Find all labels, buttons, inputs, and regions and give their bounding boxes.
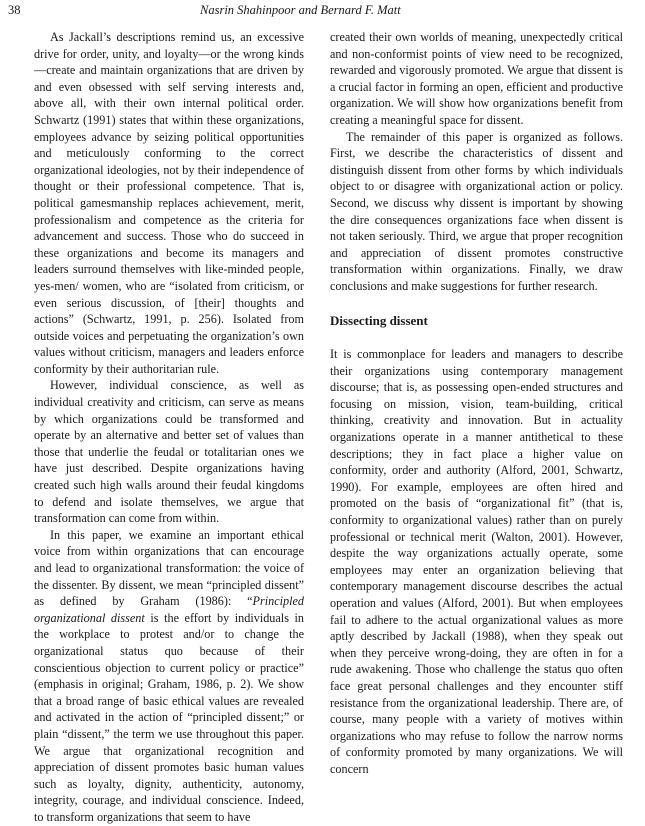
paragraph-commonplace: It is commonplace for leaders and managers to describe their organizations using contemporary management discourse; that is, as possessing open-ended structures and focusing on mission, vision, team-building, critical thinking, creativity and innovation. But in actuality organizations operate in a manner antithetical to these descriptions; they in fact place a higher value on conformity, order and authority (Alford, 2001, Schwartz, 1990). For example, employees are often hired and promoted on the basis of “organizational fit” (that is, conformity to organizational values) rather than on purely professional or technical merit (Walton, 2001). However, despite the way organizations actually operate, some employees may enter an organization believing that contemporary management discourse describes the actual operation and values (Alford, 2001). But when employees fail to adhere to the actual organizational values as more aptly described by Jackall (1988), when they speak out when they perceive wrong-doing, they are often in for a rude awakening. Those who challenge the status quo often face great personal challenges and they encounter stiff resistance from the organizational leadership. There are, of course, many people with a variety of motives within organizations who may refuse to follow the narrow norms of conformity promoted by many organizations. We will concern	[330, 347, 623, 776]
paragraph-text-end: is the effort by individuals in the workplace to protest and/or to change the organizational status quo because of their conscientious objection to current policy or practice” (emphasis in original; Graham, 1986, p. 2). We show that a broad range of basic ethical values are revealed and activated in the action of “principled dissent;” or plain “dissent,” the term we use throughout this paper. We argue that organizational recognition and appreciation of dissent promotes basic human values such as loyalty, dignity, authenticity, autonomy, integrity, courage, and individual conscience. Indeed, to transform organizations that seem to have	[34, 610, 304, 824]
paragraph-text-start: In this paper, we examine an important ethical voice from within organizations that can encourage and lead to organizational transformation: the voice of the dissenter. By dissent, we mean “principled dissent” as defined by Graham (1986): “	[34, 527, 304, 609]
paragraph-continued: created their own worlds of meaning, unexpectedly critical and non-conformist points of view need to be recognized, rewarded and vigorously promoted. We argue that dissent is a crucial factor in forming an open, efficient and productive organization. We will show how organizations benefit from creating a meaningful space for dissent.	[330, 30, 623, 127]
page-number: 38	[8, 3, 21, 17]
page-header	[8, 3, 637, 19]
left-column	[34, 29, 304, 826]
paragraph-individual-conscience: However, individual conscience, as well as individual creativity and criticism, can serve as means by which organizations could be transformed and operate by an alternative and better set of values than those that underlie the feudal or totalitarian ones we have just described. Despite organizations having created such high walls around their feudal kingdoms to defend and isolate themselves, we argue that transformation can come from within.	[34, 378, 304, 526]
running-head: Nasrin Shahinpoor and Bernard F. Matt	[200, 3, 401, 17]
section-heading: Dissecting dissent	[330, 312, 428, 328]
italic-term: Principled organizational dissent	[34, 594, 304, 625]
paragraph-principled-dissent	[34, 527, 304, 826]
paragraph-paper-outline: The remainder of this paper is organized as follows. First, we describe the characteristics of dissent and distinguish dissent from other forms by which individuals object to or disagree with organizational action or policy. Second, we discuss why dissent is important by showing the dire consequences organizations face when dissent is not taken seriously. Third, we argue that proper recognition and appreciation of dissent promotes constructive transformation within organizations. Finally, we draw conclusions and make suggestions for further research.	[330, 129, 623, 293]
paragraph-jackall-descriptions: As Jackall’s descriptions remind us, an excessive drive for order, unity, and loyalty—or the wrong kinds—create and maintain organizations that are driven by and even obsessed with self serving interests and, above all, with their own internal political order. Schwartz (1991) states that within these organizations, employees advance by seizing political opportunities and meticulously conforming to the correct organizational ideologies, not by their independence of thought or their professional competence. That is, political gamesmanship replaces achievement, merit, professionalism and competence as the criteria for advancement and success. Those who do succeed in these organizations and become its managers and leaders surround themselves with like-minded people, yes-men/ women, who are “isolated from criticism, or even serious discussion, of [their] thoughts and actions” (Schwartz, 1991, p. 256). Isolated from outside voices and perpetuating the organization’s own values without criticism, managers and leaders enforce conformity by their authoritarian rule.	[34, 30, 304, 376]
right-column	[330, 29, 623, 778]
